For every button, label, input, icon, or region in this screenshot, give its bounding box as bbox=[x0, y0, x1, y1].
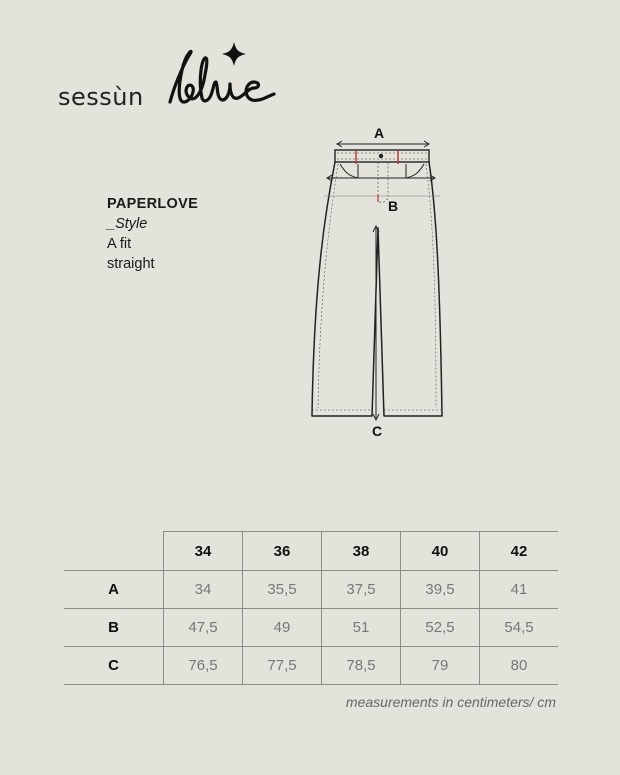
table-cell: 79 bbox=[401, 647, 480, 685]
table-cell: 78,5 bbox=[322, 647, 401, 685]
table-cell: 35,5 bbox=[243, 571, 322, 609]
trouser-sketch bbox=[290, 118, 460, 448]
trouser-outline bbox=[312, 162, 442, 416]
size-table bbox=[64, 531, 558, 685]
measurement-note: measurements in centimeters/ cm bbox=[345, 694, 556, 710]
brand-wordmark-text: sessùn bbox=[58, 83, 144, 111]
row-label: C bbox=[64, 647, 164, 685]
table-row bbox=[64, 609, 558, 647]
table-corner bbox=[64, 532, 164, 571]
brand-logo bbox=[58, 40, 268, 120]
table-row bbox=[64, 647, 558, 685]
table-cell: 47,5 bbox=[164, 609, 243, 647]
measure-c-arrow bbox=[373, 226, 379, 420]
label-c: C bbox=[372, 423, 383, 439]
size-header: 34 bbox=[164, 532, 243, 571]
row-label: A bbox=[64, 571, 164, 609]
size-header: 36 bbox=[243, 532, 322, 571]
table-cell: 80 bbox=[480, 647, 559, 685]
table-cell: 54,5 bbox=[480, 609, 559, 647]
table-row bbox=[64, 571, 558, 609]
script-blue-logo-icon bbox=[156, 40, 316, 120]
size-header: 40 bbox=[401, 532, 480, 571]
table-cell: 52,5 bbox=[401, 609, 480, 647]
table-cell: 77,5 bbox=[243, 647, 322, 685]
table-cell: 39,5 bbox=[401, 571, 480, 609]
label-b: B bbox=[388, 198, 399, 214]
size-header: 42 bbox=[480, 532, 559, 571]
table-cell: 76,5 bbox=[164, 647, 243, 685]
label-a: A bbox=[374, 125, 385, 141]
table-cell: 41 bbox=[480, 571, 559, 609]
table-cell: 37,5 bbox=[322, 571, 401, 609]
style-name: PAPERLOVE bbox=[107, 196, 199, 212]
measure-a-arrow bbox=[337, 141, 429, 147]
style-fit: A fit bbox=[107, 236, 132, 252]
style-label: _Style bbox=[107, 216, 148, 232]
table-cell: 34 bbox=[164, 571, 243, 609]
size-header: 38 bbox=[322, 532, 401, 571]
style-description bbox=[107, 194, 198, 274]
table-cell: 49 bbox=[243, 609, 322, 647]
row-label: B bbox=[64, 609, 164, 647]
measure-b-arrow bbox=[324, 175, 440, 196]
table-cell: 51 bbox=[322, 609, 401, 647]
style-cut: straight bbox=[107, 256, 155, 272]
size-header-row bbox=[64, 532, 558, 571]
